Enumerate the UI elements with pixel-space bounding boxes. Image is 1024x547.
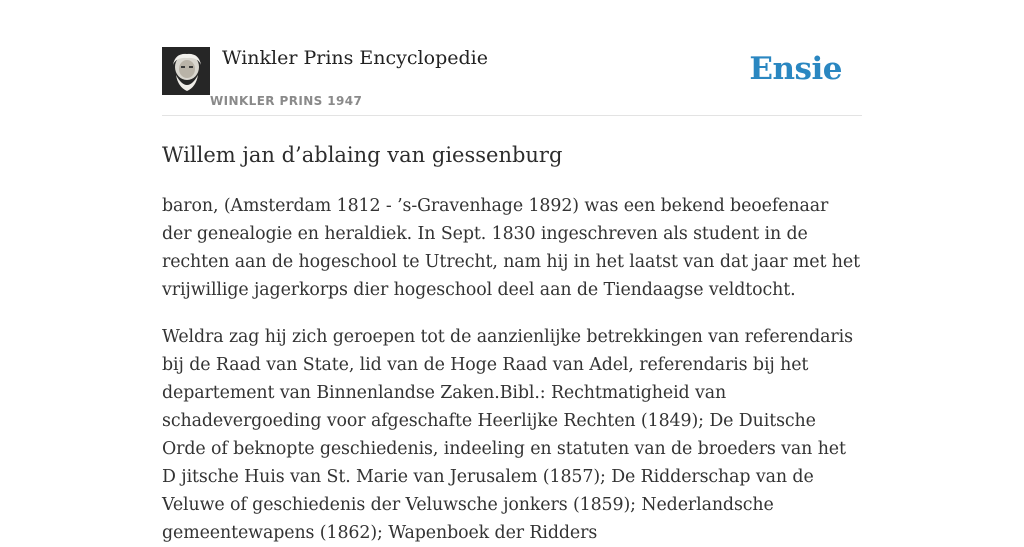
edition-label: WINKLER PRINS 1947 — [210, 94, 363, 108]
article-paragraph-1: baron, (Amsterdam 1812 - ’s-Gravenhage 1892) was een bekend beoefenaar der genealogie en heraldiek. In Sept. 1830 ingeschreven als student in de rechten aan de hogeschool te Utrecht, nam hij in het laatst van dat jaar met het vrijwillige jagerkorps dier hogeschool deel aan de Tiendaagse veldtocht. — [162, 196, 860, 300]
encyclopedia-avatar[interactable] — [162, 47, 210, 95]
encyclopedia-title[interactable]: Winkler Prins Encyclopedie — [222, 47, 488, 69]
article-title: Willem jan d’ablaing van giessenburg — [162, 143, 563, 167]
site-header — [162, 0, 862, 116]
article-paragraph-2: Weldra zag hij zich geroepen tot de aanzienlijke betrekkingen van referendaris bij de Raad van State, lid van de Hoge Raad van Adel, referendaris bij het departement van Binnenlandse Zaken.Bibl.: Rechtmatigheid van schadevergoeding voor afgeschafte Heerlijke Rechten (1849); De Duitsche Orde of beknopte geschiedenis, indeeling en statuten van de broeders van het D jitsche Huis van St. Marie van Jerusalem (1857); De Ridderschap van de Veluwe of geschiedenis der Veluwsche jonkers (1859); Nederlandsche gemeentewapens (1862); Wapenboek der Ridders — [162, 327, 853, 543]
portrait-icon — [162, 47, 210, 95]
ensie-logo-link[interactable]: Ensie — [749, 51, 842, 87]
content-container — [162, 0, 862, 547]
